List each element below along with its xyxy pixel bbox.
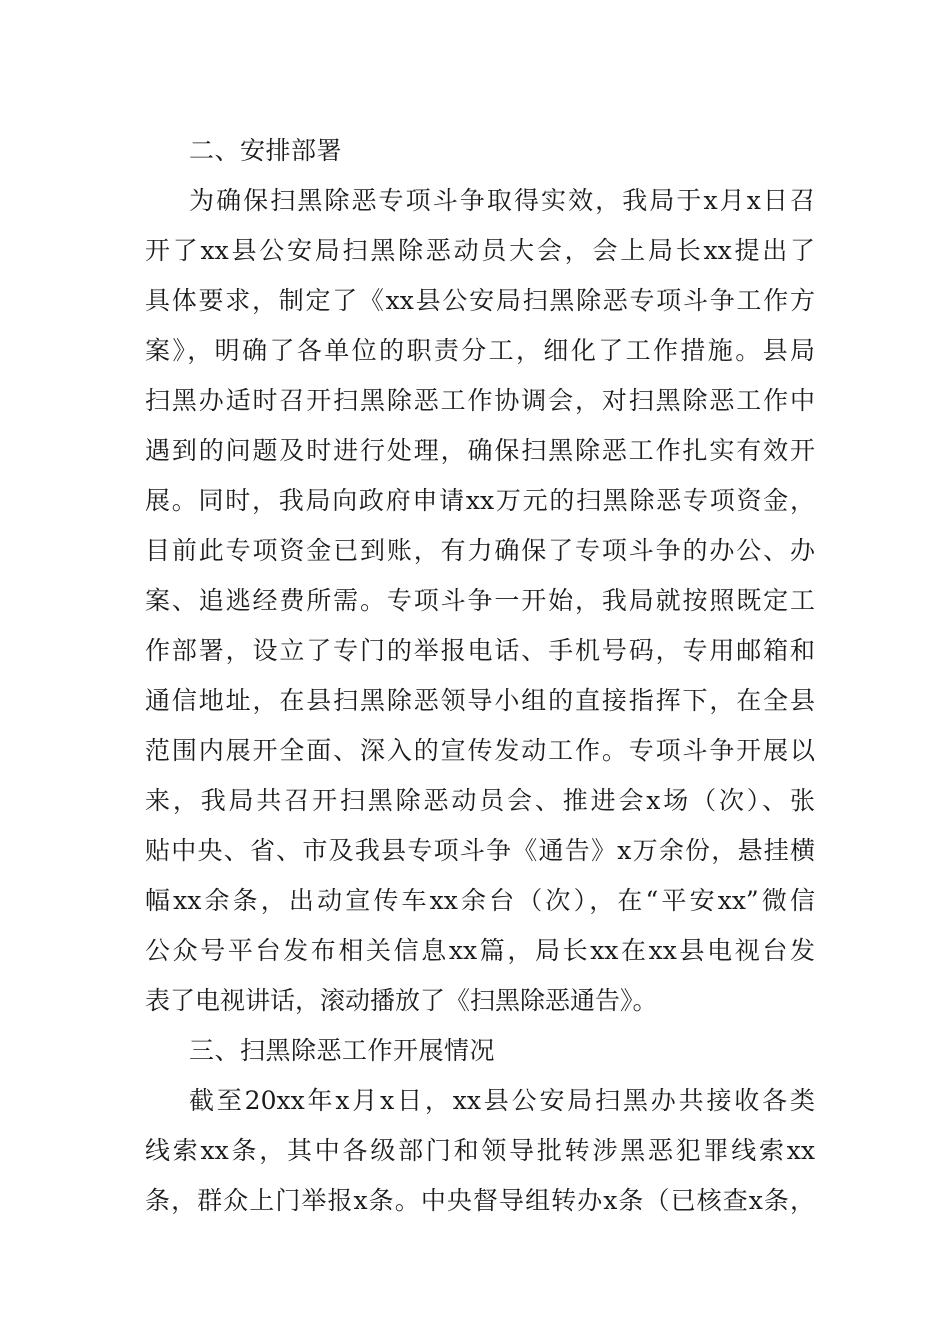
paragraph-line: 目前此专项资金已到账，有力确保了专项斗争的办公、办 — [145, 536, 815, 565]
paragraph-line: 为确保扫黑除恶专项斗争取得实效，我局于x月x日召 — [189, 186, 815, 215]
paragraph-line: 截至20xx年x月x日，xx县公安局扫黑办共接收各类 — [189, 1086, 815, 1115]
paragraph-line: 通信地址，在县扫黑除恶领导小组的直接指挥下，在全县 — [145, 686, 815, 715]
paragraph-line: 范围内展开全面、深入的宣传发动工作。专项斗争开展以 — [145, 736, 815, 765]
paragraph-line: 贴中央、省、市及我县专项斗争《通告》x万余份，悬挂横 — [145, 836, 815, 865]
paragraph-progress — [145, 1076, 815, 1226]
paragraph-line: 来，我局共召开扫黑除恶动员会、推进会x场（次）、张 — [145, 786, 815, 815]
section-heading-progress: 三、扫黑除恶工作开展情况 — [189, 1036, 496, 1065]
paragraph-line: 开了xx县公安局扫黑除恶动员大会，会上局长xx提出了 — [145, 236, 815, 265]
paragraph-line-last: 表了电视讲话，滚动播放了《扫黑除恶通告》。 — [145, 986, 658, 1015]
paragraph-arrangement — [145, 176, 815, 1026]
paragraph-line: 作部署，设立了专门的举报电话、手机号码，专用邮箱和 — [145, 636, 815, 665]
paragraph-line: 公众号平台发布相关信息xx篇，局长xx在xx县电视台发 — [145, 936, 815, 965]
paragraph-line: 案、追逃经费所需。专项斗争一开始，我局就按照既定工 — [145, 586, 815, 615]
paragraph-line: 案》，明确了各单位的职责分工，细化了工作措施。县局 — [145, 336, 815, 365]
section-heading-arrangement: 二、安排部署 — [189, 136, 343, 165]
document-body — [145, 126, 815, 1226]
paragraph-line: 遇到的问题及时进行处理，确保扫黑除恶工作扎实有效开 — [145, 436, 815, 465]
paragraph-line: 线索xx条，其中各级部门和领导批转涉黑恶犯罪线索xx — [145, 1136, 815, 1165]
paragraph-line: 具体要求，制定了《xx县公安局扫黑除恶专项斗争工作方 — [145, 286, 815, 315]
paragraph-line: 扫黑办适时召开扫黑除恶工作协调会，对扫黑除恶工作中 — [145, 386, 815, 415]
paragraph-line: 条，群众上门举报x条。中央督导组转办x条（已核查x条， — [145, 1186, 815, 1215]
paragraph-line: 幅xx余条，出动宣传车xx余台（次），在“平安xx”微信 — [145, 886, 815, 915]
paragraph-line: 展。同时，我局向政府申请xx万元的扫黑除恶专项资金， — [145, 486, 815, 515]
